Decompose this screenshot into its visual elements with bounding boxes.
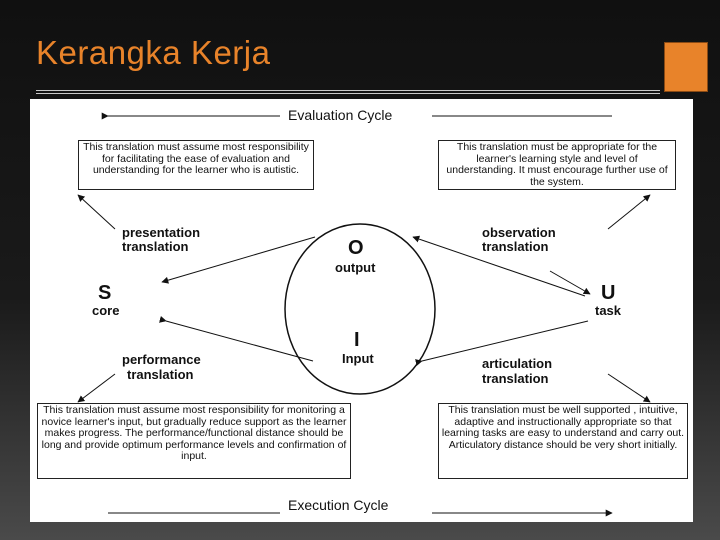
arrow-to-bottomleft-box: [78, 374, 115, 402]
observation-translation-line1: observation: [482, 225, 556, 240]
diagram-panel: [30, 99, 693, 522]
slide-title: Kerangka Kerja: [36, 34, 271, 71]
arrow-to-bottomright-box: [608, 374, 650, 402]
node-o-letter: O: [348, 237, 364, 259]
presentation-translation-line2: translation: [122, 239, 189, 254]
note-top-left: This translation must assume most responsibility for facilitating the ease of evaluation and understanding for the learner who is autistic.: [78, 140, 314, 190]
node-u-letter: U: [601, 282, 616, 304]
note-top-right: This translation must be appropriate for the learner's learning style and level of understanding. It must encourage further use of the system.: [438, 140, 676, 190]
execution-cycle-label: Execution Cycle: [288, 497, 389, 513]
node-i-label: Input: [342, 351, 374, 366]
note-bottom-right: This translation must be well supported , intuitive, adaptive and instructionally appropriate so that learning tasks are easy to understand and carry out. Articulatory distance should be very short initially.: [438, 403, 688, 479]
title-divider: [36, 90, 660, 94]
arrow-to-topleft-box: [78, 195, 115, 229]
node-s-label: core: [92, 303, 120, 318]
observation-translation-line2: translation: [482, 239, 549, 254]
arrow-to-topright-box: [608, 195, 650, 229]
articulation-translation-line1: articulation: [482, 356, 553, 371]
node-o-label: output: [335, 260, 376, 275]
note-bottom-left: This translation must assume most responsibility for monitoring a novice learner's input, but gradually reduce support as the learner makes progress. The performance/functional distance should be long and provide optimum performance levels and confirmation of input.: [37, 403, 351, 479]
articulation-translation-line2: translation: [482, 371, 549, 386]
presentation-translation-line1: presentation: [122, 225, 201, 240]
node-i-letter: I: [354, 329, 360, 351]
arrow-input-to-task: [422, 321, 588, 361]
accent-box: [664, 42, 708, 92]
node-u-label: task: [595, 303, 622, 318]
performance-translation-line1: performance: [122, 352, 201, 367]
evaluation-cycle-label: Evaluation Cycle: [288, 107, 393, 123]
performance-translation-line2: translation: [127, 367, 194, 382]
node-s-letter: S: [98, 282, 112, 304]
